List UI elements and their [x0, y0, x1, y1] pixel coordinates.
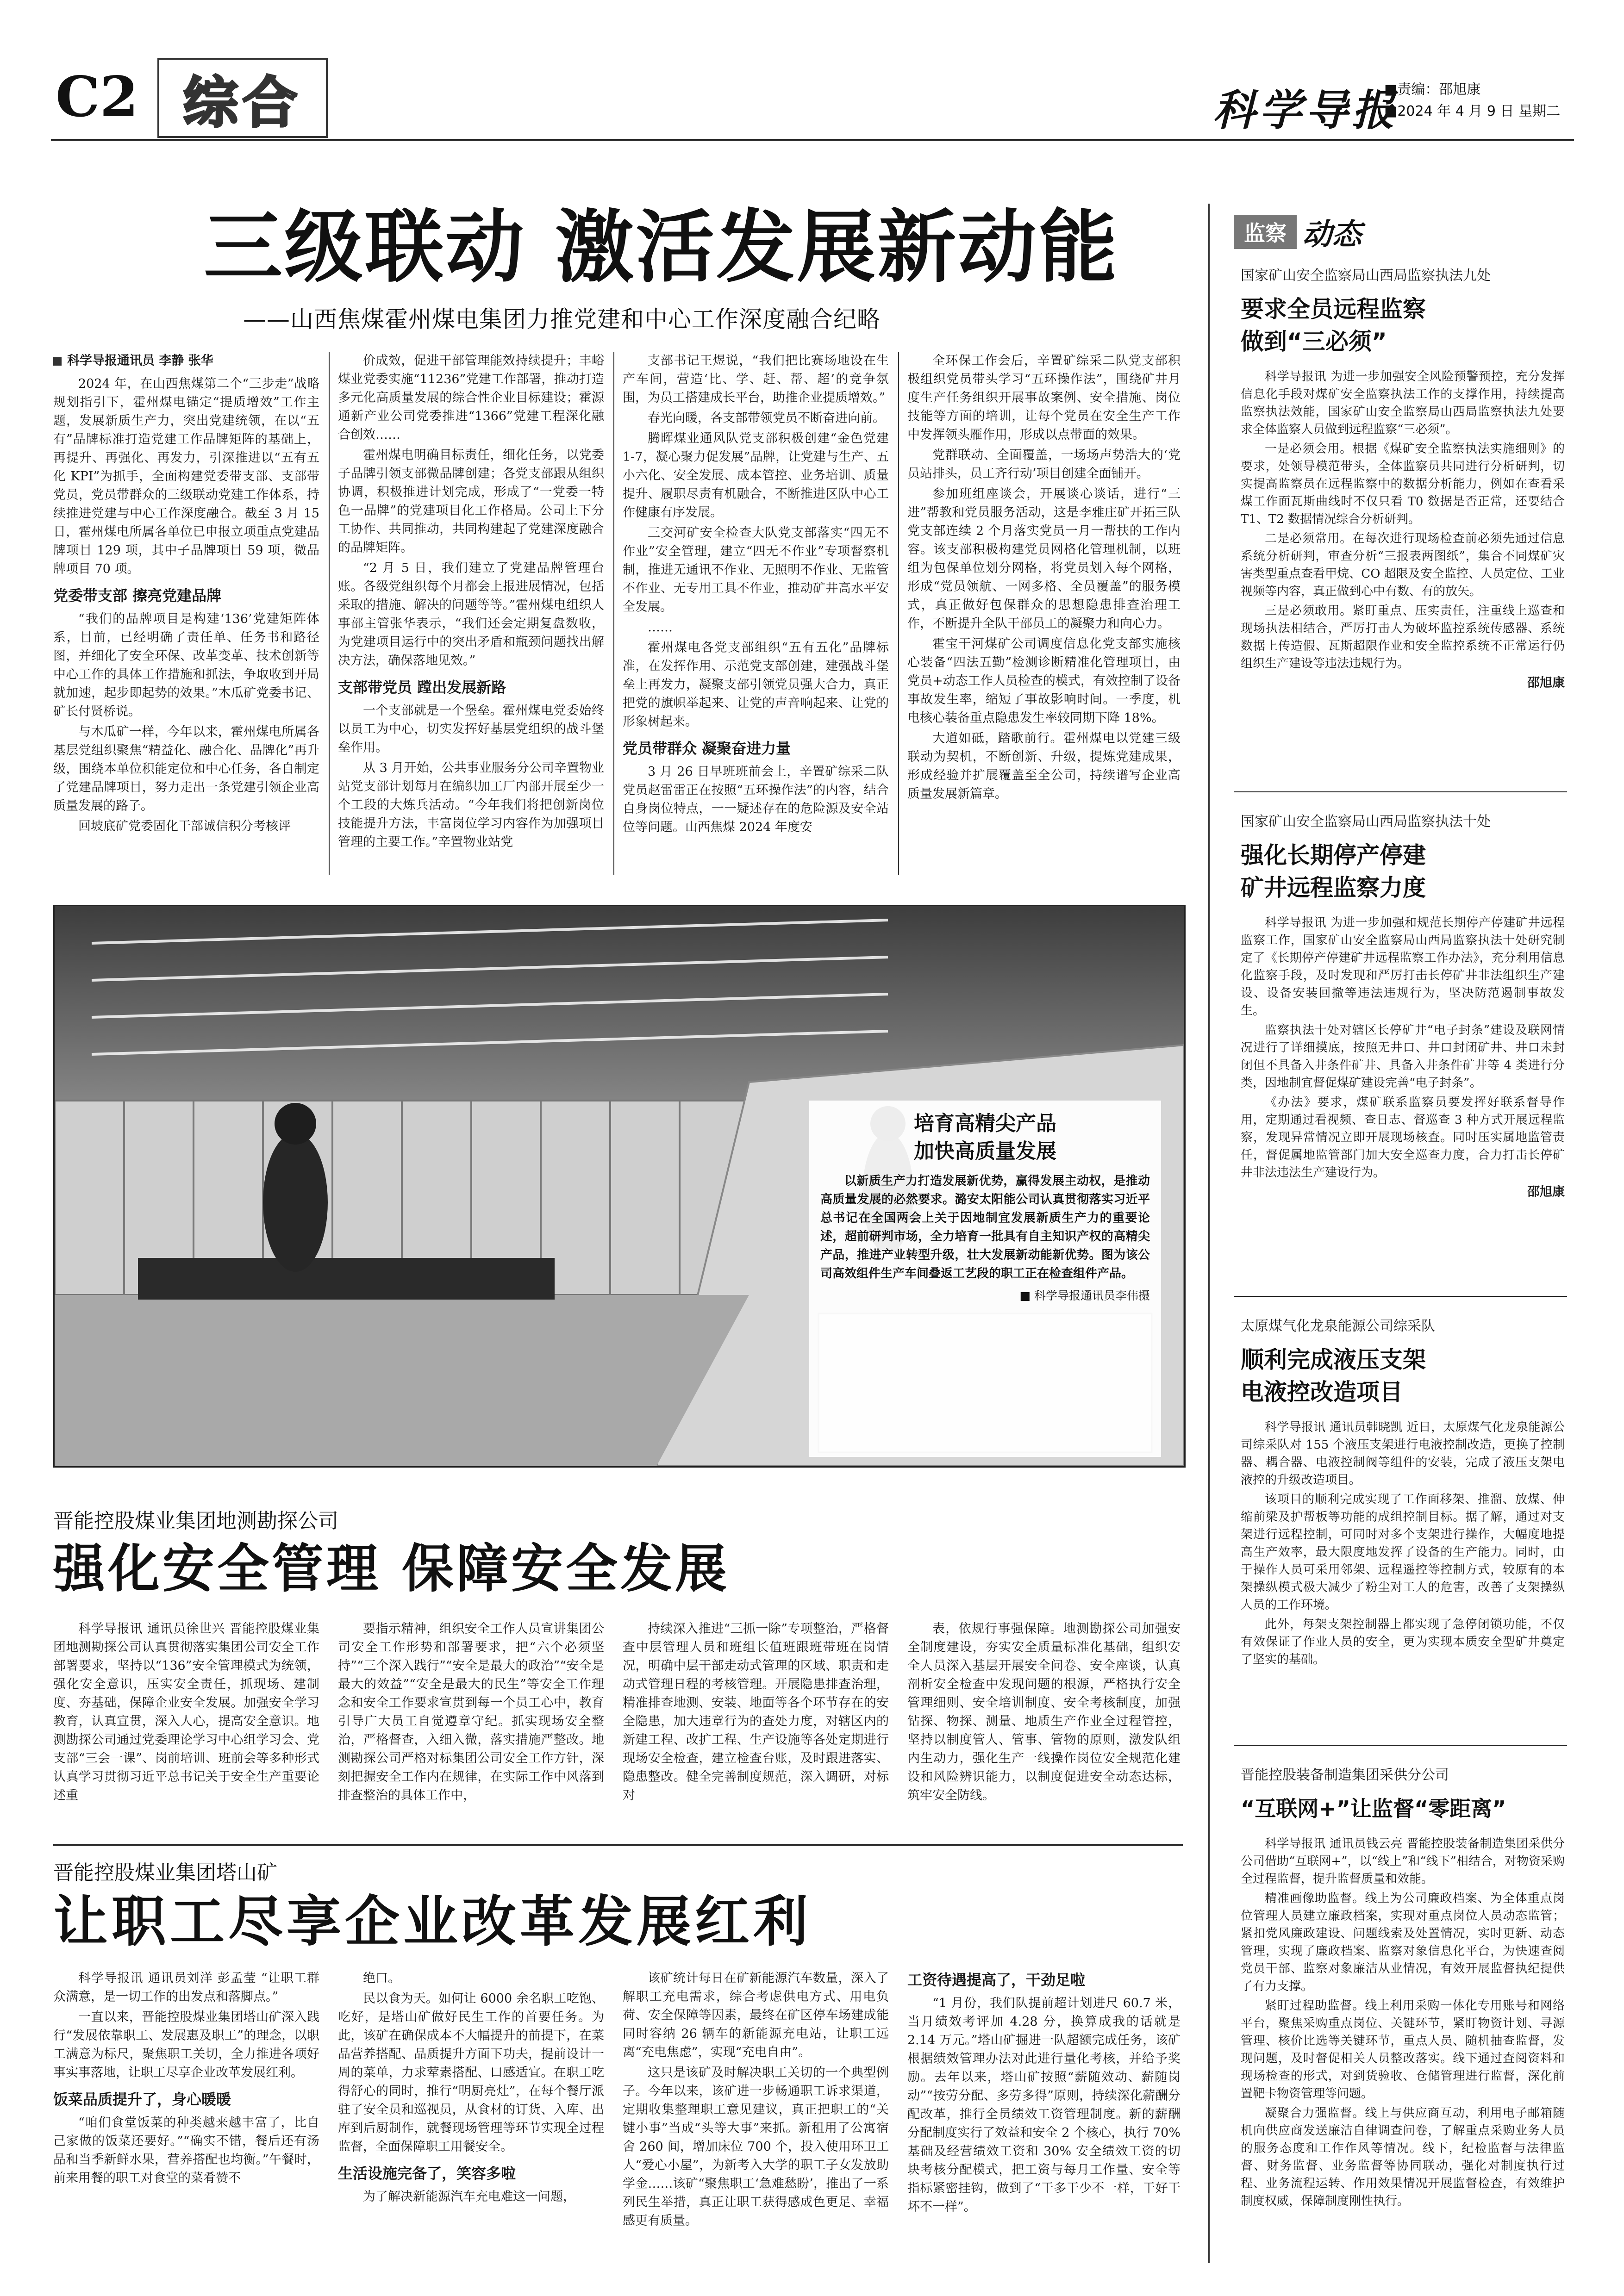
sidebar-item2-title-1: 强化长期停产停建 — [1241, 842, 1426, 869]
sidebar-header-script: 动态 — [1302, 217, 1362, 252]
article3-subhead-3: 工资待遇提高了，干劲足啦 — [907, 1971, 1086, 1989]
article3-paragraph: 一直以来，晋能控股煤业集团塔山矿深入践行“发展依靠职工、发展惠及职工”的理念，以职工满意为标尺，聚焦职工关切，全力推进各项好事实事落地，让职工尽享企业改革发展红利。 — [53, 2010, 319, 2080]
sidebar-paragraph: 三是必须敢用。紧盯重点、压实责任，注重线上巡查和现场执法相结合，严厉打击人为破坏监控系统传感器、系统数据上传造假、瓦斯超限作业和安全监控系统不正常运行仍组织生产建设等违法违规行为。 — [1241, 604, 1565, 671]
sidebar-paragraph: 科学导报讯 通讯员钱云亮 晋能控股装备制造集团采供分公司借助“互联网+”，以“线上”和“线下”相结合，对物资采购全过程监督，提升监督质量和效能。 — [1241, 1837, 1565, 1886]
sidebar-item4-body — [1241, 1835, 1565, 2212]
article3-col3 — [623, 1969, 889, 2232]
article3-col1 — [53, 1969, 319, 2190]
article1-paragraph: …… — [648, 620, 673, 635]
section-rule — [53, 1844, 1183, 1846]
article2-col3 — [623, 1620, 889, 1807]
column-divider — [613, 352, 614, 875]
article1-col2 — [338, 352, 604, 853]
article3-paragraph: “1 月份，我们队提前超计划进尺 60.7 米，当月绩效考评加 4.28 分，换算成我的话就是 2.14 万元。”塔山矿掘进一队超额完成任务，该矿根据绩效管理办法对此进行量化考核，并给予奖励。去年以来，塔山矿按照“薪随效动、薪随岗动”“按劳分配、多劳多得”原则，持续深化薪酬分配改革，推行全员绩效工资管理制度。新的薪酬分配制度实行了效益和安全 2 个核心，执行 70% 基础及经营绩效工资和 30% 安全绩效工资的切块考核分配模式，把工资与每月工作量、安全等指标紧密挂钩，做到了“干多干少不一样，干好干坏不一样”。 — [907, 1996, 1181, 2214]
sidebar-item1-body — [1241, 368, 1565, 692]
section-name: 综合 — [183, 70, 302, 135]
photo-caption-box — [809, 1101, 1161, 1457]
sidebar-item1-sign: 邵旭康 — [1527, 676, 1565, 690]
column-divider — [898, 352, 899, 875]
sidebar-item3-title-1: 顺利完成液压支架 — [1241, 1346, 1426, 1373]
article1-subhead-2: 支部带党员 蹚出发展新路 — [338, 678, 506, 696]
article1-col4 — [907, 352, 1181, 805]
sidebar-paragraph: 科学导报讯 为进一步加强安全风险预警预控，充分发挥信息化手段对煤矿安全监察执法工作的支撑作用，持续提高监察执法效能，国家矿山安全监察局山西局监察执法九处要求全体监察人员做到远程监察“三必须”。 — [1241, 370, 1565, 436]
article1-paragraph: “我们的品牌项目是构建‘136’党建矩阵体系，目前，已经明确了责任单、任务书和路径图，并细化了安全环保、改革变革、技术创新等中心工作的具体工作措施和抓法，争取收到开局就加速，起步即起势的效果。”木瓜矿党委书记、矿长付贤桥说。 — [53, 612, 319, 719]
article2-paragraph: 持续深入推进“三抓一除”专项整治，严格督查中层管理人员和班组长值班跟班带班在岗情况，明确中层干部走动式管理的区域、职责和走动式管理日程的考核管理。开展隐患排查治理，精准排查地测、安装、地面等各个环节存在的安全隐患，加大违章行为的查处力度，对辖区内的新建工程、改扩工程、生产设施等各处定期进行现场安全检查，建立检查台账，及时跟进落实、隐患整改。健全完善制度规范，深入调研，对标对 — [623, 1622, 889, 1803]
sidebar-rule — [1234, 791, 1567, 792]
sidebar-item2-title-2: 矿井远程监察力度 — [1241, 874, 1426, 901]
bullet-square — [53, 357, 62, 366]
article1-paragraph: 党群联动、全面覆盖，一场场声势浩大的‘党员站排头，员工齐行动’项目创建全面铺开。 — [907, 448, 1181, 481]
sidebar-item4-title: “互联网+”让监督“零距离” — [1241, 1796, 1506, 1821]
article1-paragraph: 全环保工作会后，辛置矿综采二队党支部积极组织党员带头学习“五环操作法”，围绕矿井月度生产任务组织开展事故案例、安全措施、岗位技能等方面的培训，让每个党员在安全生产工作中发挥领头雁作用，形成以点带面的效果。 — [907, 354, 1181, 442]
article1-subhead-1: 党委带支部 擦亮党建品牌 — [53, 587, 222, 604]
article3-paragraph: 绝口。 — [363, 1971, 400, 1985]
article2-paragraph: 科学导报讯 通讯员徐世兴 晋能控股煤业集团地测勘探公司认真贯彻落实集团公司安全工作部署要求，坚持以“136”安全管理模式为统领，强化安全意识，压实安全责任，抓现场、建制度、夯基础，保障企业安全发展。加强安全学习教育，认真宣贯，深入人心，提高安全意识。地测勘探公司通过党委理论学习中心组学习会、党支部“三会一课”、岗前培训、班前会等多种形式认真学习贯彻习近平总书记关于安全生产重要论述重 — [53, 1622, 319, 1803]
article3-col2 — [338, 1969, 604, 2208]
article1-paragraph: 一个支部就是一个堡垒。霍州煤电党委始终以员工为中心，切实发挥好基层党组织的战斗堡垒作用。 — [338, 703, 604, 755]
article1-paragraph: 支部书记王煜说，“我们把比赛场地设在生产车间，营造‘比、学、赶、帮、超’的竞争氛围，为员工搭建成长平台，助推企业提质增效。” — [623, 354, 889, 405]
photo-caption-text: 以新质生产力打造发展新优势，赢得发展主动权，是推动高质量发展的必然要求。潞安太阳能公司认真贯彻落实习近平总书记在全国两会上关于因地制宜发展新质生产力的重要论述，超前研判市场，全力培育一批具有自主知识产权的高精尖产品，推进产业转型升级，壮大发展新动能新优势。图为该公司高效组件生产车间叠返工艺段的职工正在检查组件产品。 — [820, 1174, 1150, 1281]
article1-paragraph: 2024 年，在山西焦煤第二个“三步走”战略规划指引下，霍州煤电锚定“提质增效”工作主题，发展新质生产力，突出党建统领，在以“五有”品牌标准打造党建工作品牌矩阵的基础上，再提升、再强化、再发力，引深推进以“五有五化 KPI”为抓手，全面构建党委带支部、支部带党员，党员带群众的三级联动党建工作体系，持续推进党建与中心工作深度融合。截至 3 月 15 日，霍州煤电所属各单位已申报立项重点党建品牌项目 129 项，其中子品牌项目 59 项，微品牌项目 70 项。 — [53, 377, 319, 576]
article1-paragraph: “2 月 5 日，我们建立了党建品牌管理台账。各级党组织每个月都会上报进展情况，包括采取的措施、解决的问题等等。”霍州煤电组织人事部主管张华表示，“我们还会定期复盘数收，为党建项目运行中的突出矛盾和瓶颈问题找出解决方法，确保落地见效。” — [338, 561, 604, 668]
article3-title: 让职工尽享企业改革发展红利 — [53, 1890, 812, 1954]
photo-credit: ■ 科学导报通讯员李伟摄 — [1019, 1289, 1150, 1302]
sidebar-item3-section: 太原煤气化龙泉能源公司综采队 — [1241, 1318, 1435, 1334]
sidebar-paragraph: 一是必须会用。根据《煤矿安全监察执法实施细则》的要求，处领导模范带头，全体监察员共同进行分析研判，切实提高监察员在远程监察中的数据分析能力，例如在查看采煤工作面瓦斯曲线时不仅只看 T0 数据是否正常，还要结合 T1、T2 数据情况综合分析研判。 — [1241, 442, 1565, 526]
sidebar-item3-title-2: 电液控改造项目 — [1241, 1379, 1403, 1406]
article3-paragraph: 这只是该矿及时解决职工关切的一个典型例子。今年以来，该矿进一步畅通职工诉求渠道，定期收集整理职工意见建议，真正把职工的“关键小事”当成“头等大事”来抓。新租用了公寓宿舍 260 间，增加床位 700 个，投入使用环卫工人“爱心小屋”，为新考入大学的职工子女发放助学金……该矿“聚焦职工‘急难愁盼’，推出了一系列民生举措，真正让职工获得感成色更足、幸福感更有质量。 — [623, 2066, 889, 2228]
sidebar-paragraph: 《办法》要求，煤矿联系监察员要发挥好联系督导作用，定期通过看视频、查日志、督巡查 3 种方式开展远程监察，发现异常情况立即开展现场核查。同时压实属地监管责任，督促属地监管部门加大安全巡查力度，合力打击长停矿井非法违法生产建设行为。 — [1241, 1095, 1565, 1180]
sidebar-item4-section: 晋能控股装备制造集团采供分公司 — [1241, 1767, 1449, 1783]
article3-subhead-2: 生活设施完备了，笑容多啦 — [338, 2165, 516, 2182]
masthead-rule — [51, 139, 1574, 141]
article2-kicker: 晋能控股煤业集团地测勘探公司 — [53, 1509, 338, 1533]
page-code: C2 — [56, 64, 139, 130]
article1-subhead-3: 党员带群众 凝聚奋进力量 — [623, 740, 791, 757]
article2-paragraph: 要指示精神，组织安全工作人员宣讲集团公司安全工作形势和部署要求，把“六个必须坚持”“三个深入践行”“安全是最大的政治”“安全是最大的效益”“安全是最大的民生”等安全工作理念和安全工作要求宣贯到每一个员工心中，教育引导广大员工自觉遵章守纪。抓实现场安全整治，严格督查，入细入微，落实措施严整改。地测勘探公司严格对标集团公司安全工作方针，深刻把握安全工作内在规律，在实际工作中风落到排查整治的具体工作中， — [338, 1622, 604, 1803]
article1-title: 三级联动 激活发展新动能 — [204, 202, 1119, 293]
sidebar-item1-section: 国家矿山安全监察局山西局监察执法九处 — [1241, 268, 1491, 284]
article3-paragraph: 科学导报讯 通讯员刘洋 彭孟莹 “让职工群众满意，是一切工作的出发点和落脚点。” — [53, 1971, 319, 2004]
sidebar-paragraph: 精准画像助监督。线上为公司廉政档案、为全体重点岗位管理人员建立廉政档案，实现对重点岗位人员动态监管；紧扣党风廉政建设、问题线索及处置情况，实时更新、动态管理，实现了廉政档案、监察对象信息化平台，为快速查阅党员干部、监察对象廉洁从业情况，有效开展监督执纪提供了有力支撑。 — [1241, 1892, 1565, 1993]
article1-paragraph: 价成效，促进干部管理能效持续提升；丰峪煤业党委实施“11236”党建工作部署，推动打造多元化高质量发展的综合性企业目标建设；霍源通新产业公司党委推进“1366”党建工程深化融合创效…… — [338, 354, 604, 442]
article3-paragraph: 为了解决新能源汽车充电难这一问题， — [363, 2190, 575, 2204]
article2-title: 强化安全管理 保障安全发展 — [53, 1539, 730, 1599]
sidebar-item1-title-2: 做到“三必须” — [1241, 328, 1387, 355]
article3-paragraph: “咱们食堂饭菜的种类越来越丰富了，比自己家做的饭菜还要好。”“确实不错，餐后还有汤品和当季新鲜水果，营养搭配也均衡。”午餐时，前来用餐的职工对食堂的菜肴赞不 — [53, 2116, 319, 2185]
paper-name: 科学导报 — [1213, 85, 1399, 135]
sidebar-paragraph: 紧盯过程助监督。线上利用采购一体化专用账号和网络平台，聚焦采购重点岗位、关键环节，紧盯物资计划、寻源管理、核价比选等关键环节，重点人员、随机抽查监督，发现问题，及时督促相关人员整改落实。线下通过查阅资料和现场检查的形式，对到货验收、仓储管理进行监督，深化前置靶卡物资管理等问题。 — [1241, 1999, 1565, 2101]
sidebar-paragraph: 科学导报讯 为进一步加强和规范长期停产停建矿井远程监察工作，国家矿山安全监察局山西局监察执法十处研究制定了《长期停产停建矿井远程监察工作办法》，充分利用信息化监察手段，及时发现和严厉打击长停矿井非法组织生产建设、设备安装回撤等违法违规行为，坚决防范遏制事故发生。 — [1241, 916, 1565, 1018]
article1-paragraph: 从 3 月开始，公共事业服务分公司辛置物业站党支部计划每月在编织加工厂内部开展至少一个工段的大炼兵活动。“今年我们将把创新岗位技能提升方法，丰富岗位学习内容作为加强项目管理的主要工作。”辛置物业站党 — [338, 761, 604, 849]
article1-paragraph: 霍州煤电明确目标责任，细化任务，以党委子品牌引领支部微品牌创建；各党支部跟从组织协调，积极推进计划完成，形成了“一党委一特色一品牌”的党建项目化工作格局。公司上下分工协作、共同推动，共同构建起了党建深度融合的品牌矩阵。 — [338, 448, 604, 555]
sidebar-item2-section: 国家矿山安全监察局山西局监察执法十处 — [1241, 814, 1491, 830]
sidebar-paragraph: 监察执法十处对辖区长停矿井“电子封条”建设及联网情况进行了详细摸底，按照无井口、井口封闭矿井、井口未封闭但不具备入井条件矿井、具备入井条件矿井等 4 类进行分类，因地制宜督促煤矿建设完善“电子封条”。 — [1241, 1023, 1565, 1090]
article3-paragraph: 该矿统计每日在矿新能源汽车数量，深入了解职工充电需求，综合考虑供电方式、用电负荷、安全保障等因素，最终在矿区停车场建成能同时容纳 26 辆车的新能源充电站，让职工远离“充电焦虑”，实现“充电自由”。 — [623, 1971, 889, 2060]
sidebar-divider — [1208, 204, 1210, 2263]
article1-paragraph: 三交河矿安全检查大队党支部落实“四无不作业”安全管理，建立“四无不作业”专项督察机制，推进无通讯不作业、无照明不作业、无监管不作业、无专用工具不作业，推动矿井高水平安全发展。 — [623, 526, 889, 614]
sidebar-paragraph: 凝聚合力强监督。线上与供应商互动，利用电子邮箱随机向供应商发送廉洁自律调查问卷，了解重点采购业务人员的服务态度和工作作风等情况。线下，纪检监督与法律监督、财务监督、业务监督等协同联动，强化对制度执行过程、业务流程运转、作用效果情况开展监督检查，有效维护制度权威，保障制度刚性执行。 — [1241, 2106, 1565, 2208]
sidebar-item3-body — [1241, 1419, 1565, 1670]
article1-paragraph: 3 月 26 日早班班前会上，辛置矿综采二队党员赵雷雷正在按照“五环操作法”的内容，结合自身岗位特点，一一疑述存在的危险源及安全站位等问题。山西焦煤 2024 年度安 — [623, 765, 889, 834]
factory-photo — [53, 905, 1186, 1468]
sidebar-item2-sign: 邵旭康 — [1527, 1185, 1565, 1199]
sidebar-paragraph: 该项目的顺利完成实现了工作面移架、推溜、放煤、伸缩前梁及护帮板等功能的成组控制目标。据了解，通过对支架进行远程控制，可同时对多个支架进行操作，大幅度地提高生产效率，最大限度地发挥了设备的生产能力。同时，由于操作人员可采用邻架、远程遥控等控制方式，较原有的本架操纵模式极大减少了粉尘对工人的危害，改善了支架操纵人员的工作环境。 — [1241, 1493, 1565, 1612]
sidebar-paragraph: 二是必须常用。在每次进行现场检查前必须先通过信息系统分析研判，审查分析“三报表两图纸”，集合不同煤矿灾害类型重点查看甲烷、CO 超限及安全监控、人员定位、工业视频等内容，真正做到心中有数、有的放矢。 — [1241, 532, 1565, 598]
date-line: ■2024 年 4 月 9 日 星期二 — [1384, 103, 1561, 119]
section-logo — [157, 58, 328, 138]
article3-col4 — [907, 1969, 1181, 2218]
article1-paragraph: 霍宝干河煤矿公司调度信息化党支部实施核心装备“四法五勤”检测诊断精准化管理项目，由党员+动态工作人员检查的模式，有效控制了设备事故发生率，缩短了事故影响时间。一季度，机电核心装备重点隐患发生率较同期下降 18%。 — [907, 637, 1181, 725]
article1-byline: 科学导报通讯员 李静 张华 — [67, 354, 213, 368]
photo-caption-title-2: 加快高质量发展 — [914, 1139, 1056, 1163]
article3-subhead-1: 饭菜品质提升了，身心暖暖 — [53, 2091, 231, 2108]
article1-subtitle: ——山西焦煤霍州煤电集团力推党建和中心工作深度融合纪略 — [243, 306, 881, 333]
article2-paragraph: 表，依规行事强保障。地测勘探公司加强安全制度建设，夯实安全质量标准化基础，组织安全人员深入基层开展安全问卷、安全座谈，认真剖析安全检查中发现问题的根源，严格执行安全管理细则、安全培训制度、安全考核制度，加强钻探、物探、测量、地质生产作业全过程管控，坚持以制度管人、管事、管物的原则，激发队组内生动力，强化生产一线操作岗位安全规范化建设和风险辨识能力，以制度促进安全动态达标，筑牢安全防线。 — [907, 1622, 1181, 1803]
article1-paragraph: 参加班组座谈会，开展谈心谈话，进行“三进”帮教和党员服务活动，这是李雅庄矿开拓三队党支部连续 2 个月落实党员一月一帮扶的工作内容。该支部积极构建党员网格化管理机制，以班组为包保单位划分网格，将党员划入每个网格，形成“党员领航、一网多格、全员覆盖”的服务模式，真正做好包保群众的思想隐患排查治理工作，不断提升全队干部员工的凝聚力和向心力。 — [907, 487, 1181, 631]
column-divider — [329, 352, 330, 875]
article3-paragraph: 民以食为天。如何让 6000 余名职工吃饱、吃好，是塔山矿做好民生工作的首要任务。为此，该矿在确保成本不大幅提升的前提下，在菜品营养搭配、品质提升方面下功夫，提前设计一周的菜单，力求荤素搭配、口感适宜。在职工吃得舒心的同时，推行“明厨亮灶”，在每个餐厅派驻了安全员和巡视员，从食材的订货、入库、出库到后厨制作，就餐现场管理等环节实现全过程监督，全面保障职工用餐安全。 — [338, 1991, 604, 2154]
sidebar-item2-body — [1241, 914, 1565, 1201]
article2-col4 — [907, 1620, 1181, 1807]
photo-caption-title-1: 培育高精尖产品 — [914, 1112, 1056, 1135]
sidebar-paragraph: 此外，每架支架控制器上都实现了急停闭锁功能，不仅有效保证了作业人员的安全，更为实现本质安全型矿井奠定了坚实的基础。 — [1241, 1618, 1565, 1667]
sidebar-rule — [1234, 1745, 1567, 1746]
article1-paragraph: 霍州煤电各党支部组织“五有五化”品牌标准，在发挥作用、示范党支部创建，建强战斗堡垒上再发力，凝聚支部引领党员强大合力，真正把党的旗帜举起来、让党的声音响起来、让党的形象树起来。 — [623, 641, 889, 729]
sidebar-header-box: 监察 — [1234, 215, 1297, 249]
article2-col2 — [338, 1620, 604, 1807]
article1-paragraph: 回坡底矿党委固化干部诚信积分考核评 — [78, 819, 291, 834]
article2-col1 — [53, 1620, 319, 1807]
sidebar-item1-title-1: 要求全员远程监察 — [1241, 296, 1426, 323]
article1-paragraph: 与木瓜矿一样，今年以来，霍州煤电所属各基层党组织聚焦“精益化、融合化、品牌化”再升级，围绕本单位积能定位和中心任务，各自制定了党建品牌项目，努力走出一条党建引领企业高质量发展的路子。 — [53, 725, 319, 813]
sidebar-rule — [1234, 1296, 1567, 1297]
sidebar-paragraph: 科学导报讯 通讯员韩晓凯 近日，太原煤气化龙泉能源公司综采队对 155 个液压支架进行电液控制改造，更换了控制器、耦合器、电液控制阀等组件的安装，完成了液压支架电液控的升级改造项目。 — [1241, 1420, 1565, 1487]
article1-paragraph: 春光向暖，各支部带领党员不断奋进向前。 — [648, 411, 885, 425]
article1-col1 — [53, 352, 319, 838]
article1-col3 — [623, 352, 889, 839]
editor-line: ■责编：邵旭康 — [1384, 81, 1481, 98]
article3-kicker: 晋能控股煤业集团塔山矿 — [53, 1861, 277, 1885]
sidebar-header — [1234, 211, 1362, 253]
article1-paragraph: 大道如砥，踏歌前行。霍州煤电以党建三级联动为契机，不断创新、升级，提炼党建成果，形成经验并扩展覆盖至全公司，持续谱写企业高质量发展新篇章。 — [907, 731, 1181, 801]
article1-paragraph: 腾晖煤业通风队党支部积极创建“金色党建 1-7，凝心聚力促发展”品牌，让党建与生产、五小六化、安全发展、成本管控、业务培训、质量提升、履职尽责有机融合，不断推进区队中心工作健康有序发展。 — [623, 431, 889, 520]
